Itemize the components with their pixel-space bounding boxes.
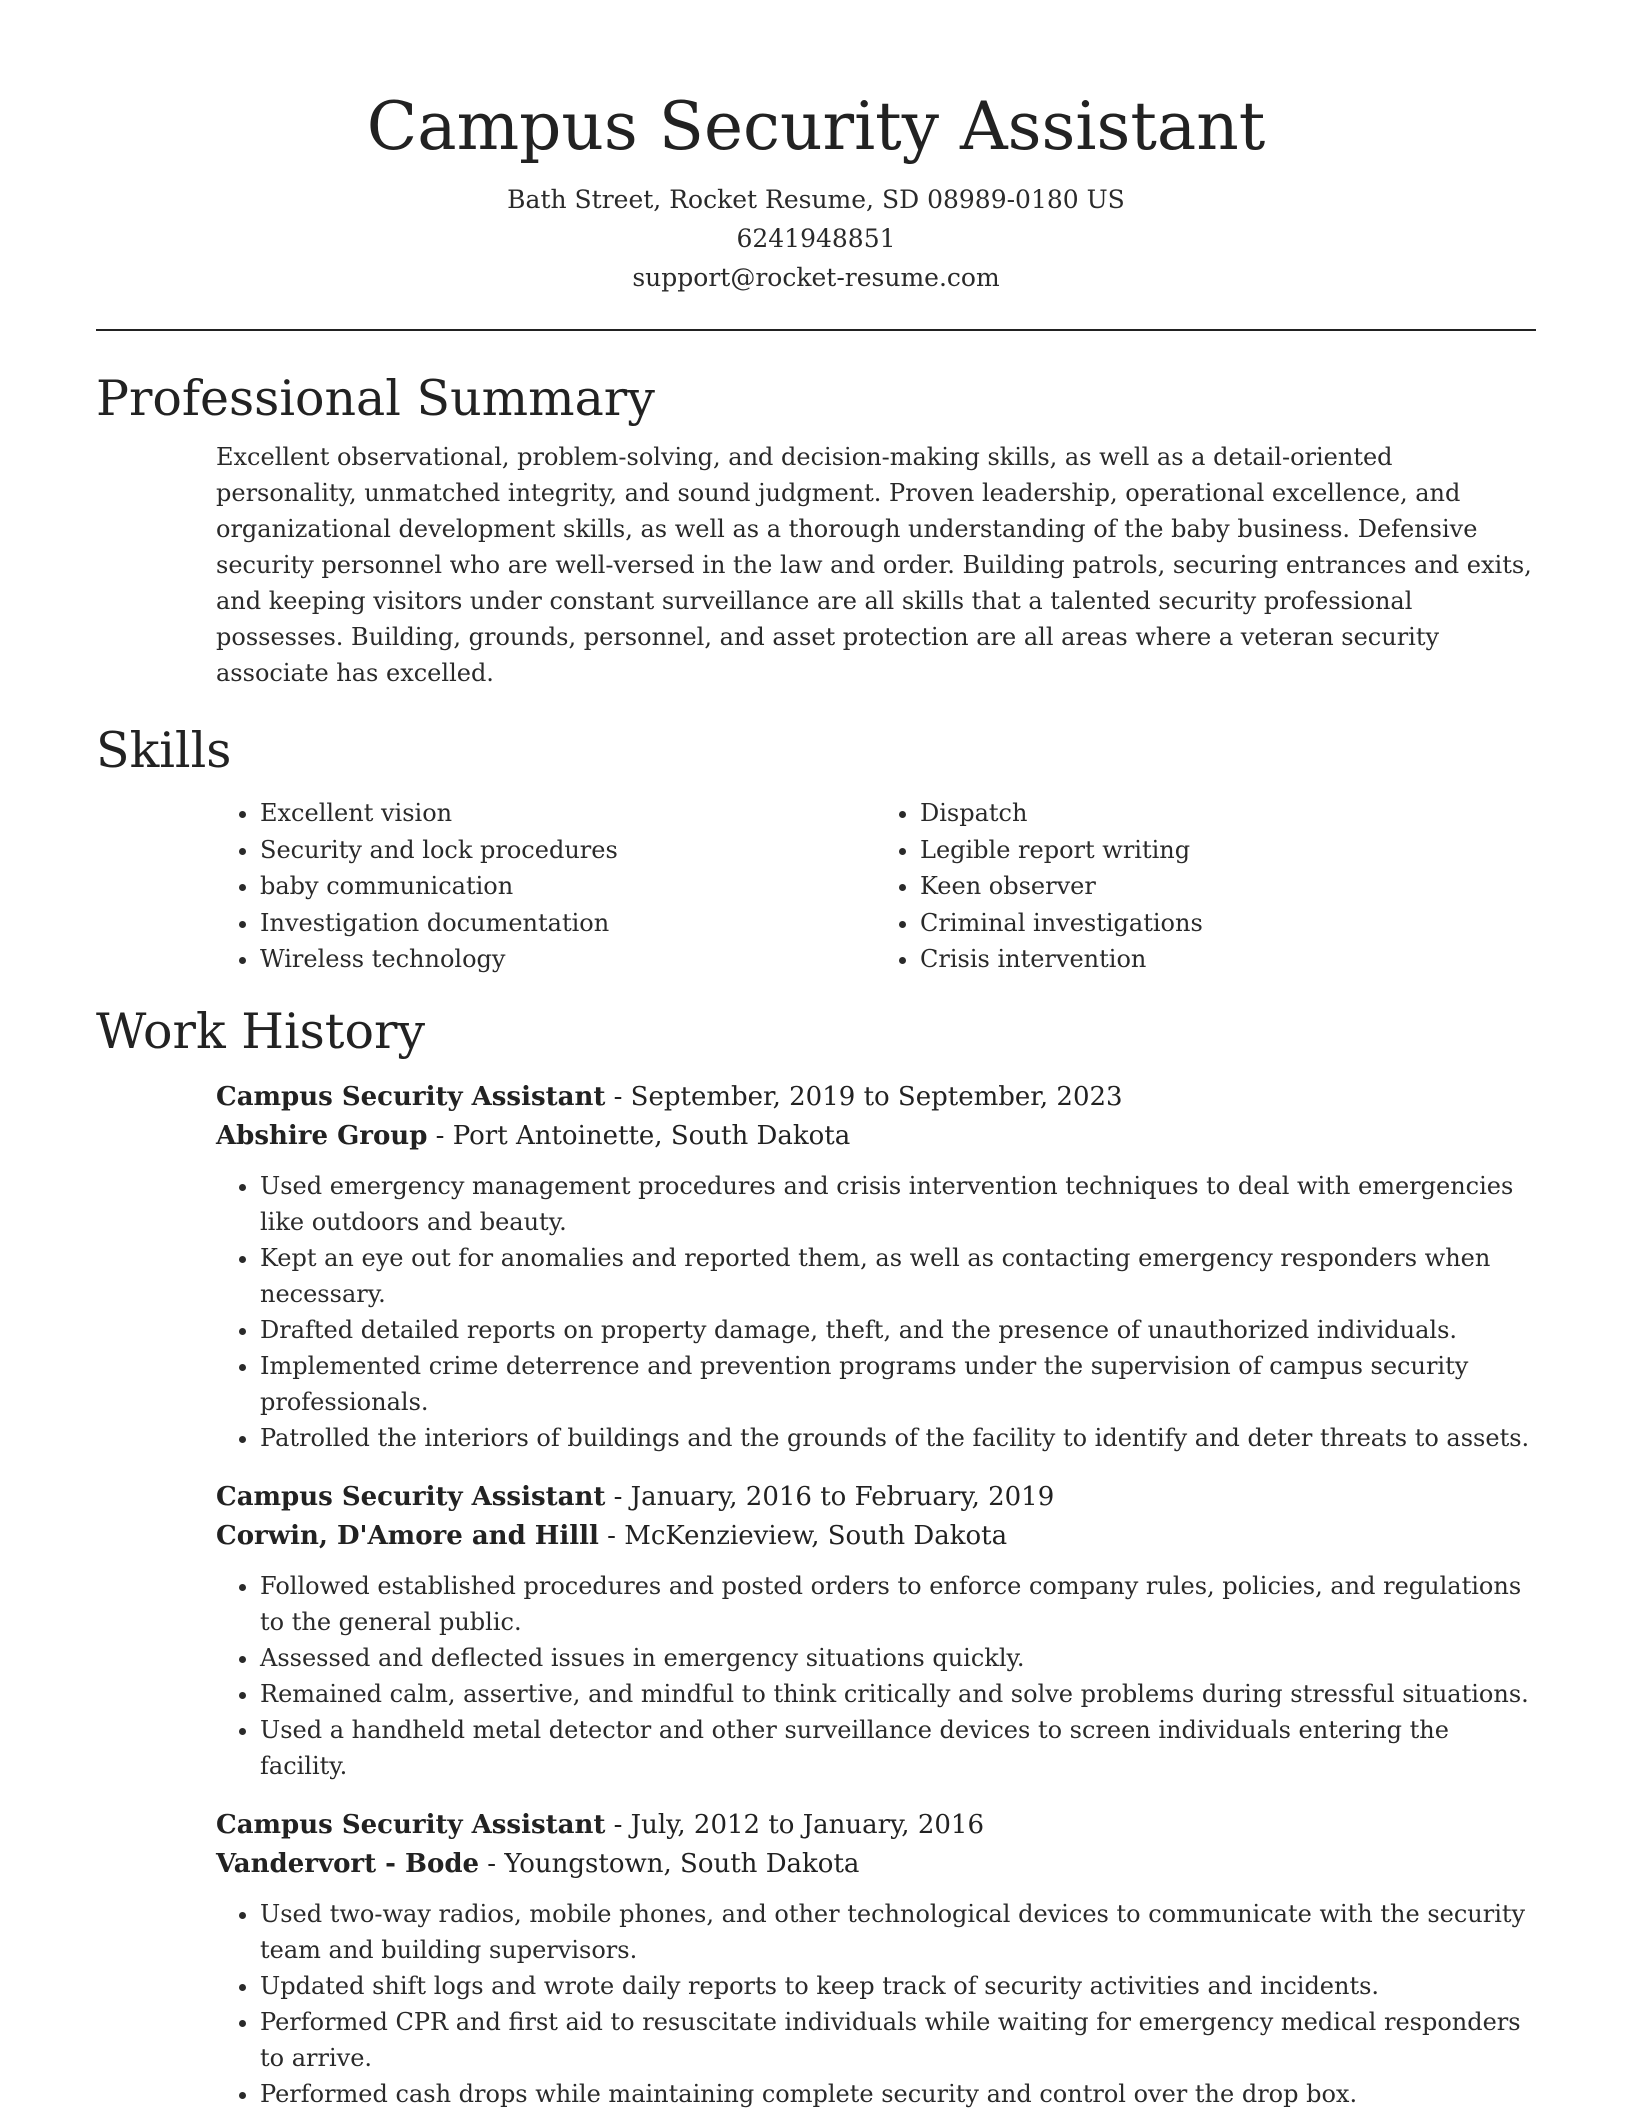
contact-phone: 6241948851 [736,224,896,253]
skill-item: • baby communication [260,868,876,905]
skill-item: • Crisis intervention [920,941,1536,978]
job-company: Corwin, D'Amore and Hilll [216,1520,599,1551]
job-location: - Port Antoinette, South Dakota [427,1120,851,1151]
contact-address: Bath Street, Rocket Resume, SD 08989-0180 US [507,185,1125,214]
resume-name: Campus Security Assistant [366,88,1266,165]
skill-item: • Investigation documentation [260,905,876,942]
job-bullet: • Kept an eye out for anomalies and reported them, as well as contacting emergency responders when necessary. [260,1240,1540,1312]
job-title-line [216,1478,1536,1517]
job-title-line [216,1078,1536,1117]
job-company-line [216,1517,1536,1556]
job-bullet: • Performed cash drops while maintaining complete security and control over the drop box. [260,2076,1540,2112]
skill-item: • Excellent vision [260,795,876,832]
job-bullet: • Used emergency management procedures and crisis intervention techniques to deal with emergencies like outdoors and beauty. [260,1168,1540,1240]
job-bullet: • Used two-way radios, mobile phones, and other technological devices to communicate with the security team and building supervisors. [260,1896,1540,1968]
skill-item: • Keen observer [920,868,1536,905]
job-title: Campus Security Assistant [216,1481,606,1512]
header-divider [96,329,1536,331]
job-title-line [216,1806,1536,1845]
job-company-line [216,1117,1536,1156]
work-history-heading: Work History [96,1002,426,1060]
summary-text: Excellent observational, problem-solving, and decision-making skills, as well as a detail-oriented personality, unmatched integrity, and sound judgment. Proven leadership, operational excellence, and organizational development skills, as well as a thorough understanding of the baby business. Defensive security personnel who are well-versed in the law and order. Building patrols, securing entrances and exits, and keeping visitors under constant surveillance are all skills that a talented security professional possesses. Building, grounds, personnel, and asset protection are all areas where a veteran security associate has excelled. [216,443,1532,687]
job-bullet: • Drafted detailed reports on property damage, theft, and the presence of unauthorized individuals. [260,1312,1540,1348]
skill-item: • Wireless technology [260,941,876,978]
skills-list-right [876,795,1536,978]
skill-item: • Security and lock procedures [260,832,876,869]
job-bullet: • Used a handheld metal detector and other surveillance devices to screen individuals entering the facility. [260,1712,1540,1784]
job-bullet: • Followed established procedures and posted orders to enforce company rules, policies, and regulations to the general public. [260,1568,1540,1640]
contact-email: support@rocket-resume.com [632,263,1000,292]
job-entry [216,1806,1536,2112]
job-location: - Youngstown, South Dakota [479,1848,860,1879]
job-bullet: • Remained calm, assertive, and mindful to think critically and solve problems during stressful situations. [260,1676,1540,1712]
job-dates: - July, 2012 to January, 2016 [605,1809,984,1840]
job-title: Campus Security Assistant [216,1809,606,1840]
skills-heading: Skills [96,722,232,779]
job-company-line [216,1845,1536,1884]
skill-item: • Criminal investigations [920,905,1536,942]
job-bullet-list [216,1168,1540,1456]
skill-item: • Dispatch [920,795,1536,832]
resume-page [96,0,1536,2112]
job-entry [216,1478,1536,1784]
summary-heading: Professional Summary [96,370,655,427]
job-bullet: • Performed CPR and first aid to resuscitate individuals while waiting for emergency medical responders to arrive. [260,2004,1540,2076]
job-bullet: • Patrolled the interiors of buildings and the grounds of the facility to identify and deter threats to assets. [260,1420,1540,1456]
job-location: - McKenzieview, South Dakota [598,1520,1008,1551]
skills-columns [216,795,1536,978]
job-bullet: • Implemented crime deterrence and prevention programs under the supervision of campus security professionals. [260,1348,1540,1420]
job-entry [216,1078,1536,1456]
job-bullet: • Assessed and deflected issues in emergency situations quickly. [260,1640,1540,1676]
job-dates: - January, 2016 to February, 2019 [605,1481,1055,1512]
job-company: Abshire Group [216,1120,428,1151]
skills-list-left [216,795,876,978]
job-bullet-list [216,1896,1540,2112]
job-bullet: • Updated shift logs and wrote daily reports to keep track of security activities and incidents. [260,1968,1540,2004]
job-dates: - September, 2019 to September, 2023 [605,1081,1123,1112]
job-title: Campus Security Assistant [216,1081,606,1112]
job-company: Vandervort - Bode [216,1848,480,1879]
skill-item: • Legible report writing [920,832,1536,869]
job-bullet-list [216,1568,1540,1784]
resume-header [96,0,1536,297]
